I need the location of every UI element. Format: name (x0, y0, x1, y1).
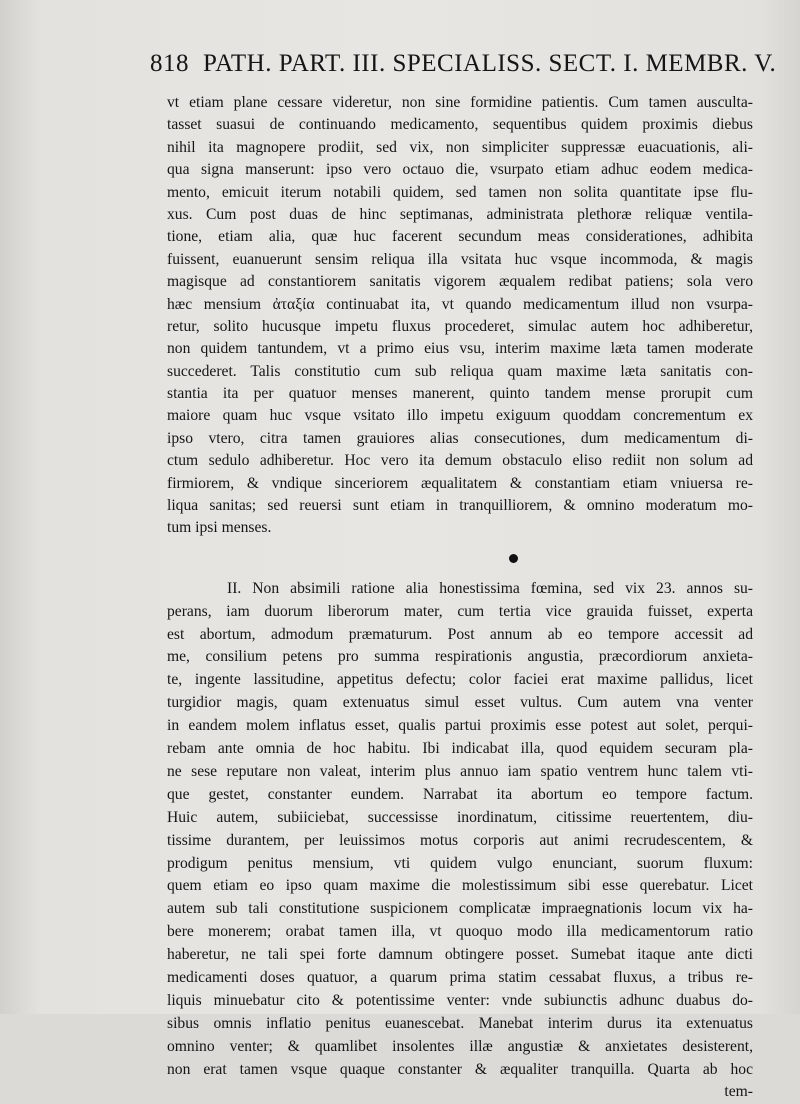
text-line: hæc mensium ἀταξία continuabat ita, vt quando medicamentum illud non vsurpa- (167, 295, 753, 313)
running-title: PATH. PART. III. SPECIALISS. SECT. I. MEMBR. V. (203, 50, 777, 77)
text-line: nihil ita magnopere prodiit, sed vix, non simpliciter suppressæ euacuationis, ali- (167, 138, 753, 156)
text-line: rebam ante omnia de hoc habitu. Ibi indicabat illa, quod equidem securam pla- (167, 740, 753, 758)
text-line: quem etiam eo ipso quam maxime die molestissimum sibi esse querebatur. Licet (167, 877, 753, 895)
text-line: ne sese reputare non valeat, interim plus annuo iam spatio ventrem hunc talem vti- (167, 762, 753, 780)
text-line: in eandem molem inflatus esset, qualis partui proximis esse potest aut solet, perqui- (167, 717, 753, 735)
text-line: bere monerem; orabat tamen illa, vt quoquo modo illa medicamentorum ratio (167, 923, 753, 941)
text-line: medicamenti doses quatuor, a quarum prima statim cessabat fluxus, a tribus re- (167, 968, 753, 986)
text-line: tione, etiam alia, quæ huc facerent secundum meas considerationes, adhibita (167, 228, 753, 246)
text-line: haberetur, ne tali spei forte damnum obtingere posset. Sumebat itaque ante dicti (167, 946, 753, 964)
text-line: magisque ad constantiorem sanitatis vigorem æqualem redibat patiens; sola vero (167, 273, 753, 291)
text-line: succederet. Talis constitutio cum sub reliqua quam maxime læta sanitatis con- (167, 362, 753, 380)
text-line: sibus omnis inflatio penitus euanescebat. Manebat interim durus ita extenuatus (167, 1014, 753, 1032)
text-line: II. Non absimili ratione alia honestissima fœmina, sed vix 23. annos su- (227, 579, 753, 597)
paragraph-2 (167, 578, 753, 1104)
text-line: perans, iam duorum liberorum mater, cum tertia vice grauida fuisset, experta (167, 602, 753, 620)
text-line: tissime durantem, per leuissimos motus corporis aut animi recrudescentem, & (167, 831, 753, 849)
text-line: prodigum penitus mensium, vti quidem vulgo enunciant, suorum fluxum: (167, 854, 753, 872)
text-line: xus. Cum post duas de hinc septimanas, administrata plethoræ reliquæ ventila- (167, 205, 753, 223)
text-line: omnino venter; & quamlibet insolentes illæ angustiæ & anxietates desisterent, (167, 1037, 753, 1055)
text-line: ipso vtero, citra tamen grauiores alias consecutiones, dum medicamentum di- (167, 429, 753, 447)
text-line: te, ingente lassitudine, appetitus defectu; color faciei erat maxime pallidus, licet (167, 671, 753, 689)
text-body (167, 92, 753, 1104)
text-line: tum ipsi menses. (167, 519, 272, 537)
text-line: autem sub tali constitutione suspicionem complicatæ impraegnationis locum vix ha- (167, 900, 753, 918)
text-line: turgidior magis, quam extenuatus simul esset vultus. Cum autem vna venter (167, 694, 753, 712)
page-number: 818 (150, 50, 189, 77)
text-line: maiore quam huc vsque vsitato illo impetu exiguum quoddam concrementum ex (167, 407, 753, 425)
text-line: ctum sedulo adhiberetur. Hoc vero ita demum obstaculo eliso rediit non solum ad (167, 452, 753, 470)
text-line: stantia ita per quatuor menses manerent, quinto tandem mense prorupit cum (167, 385, 753, 403)
text-line: que gestet, constanter eundem. Narrabat ita abortum eo tempore factum. (167, 785, 753, 803)
text-line: non erat tamen vsque quaque constanter & æqualiter tranquilla. Quarta ab hoc (167, 1060, 753, 1078)
catchword: tem- (724, 1083, 753, 1101)
text-line: Huic autem, subiiciebat, successisse inordinatum, citissime reuertentem, diu- (167, 808, 753, 826)
text-line: fuissent, euanuerunt sensim reliqua illa vsitata huc vsque incommoda, & magis (167, 250, 753, 268)
text-line: firmiorem, & vndique sinceriorem æqualitatem & constantiam etiam vniuersa re- (167, 474, 753, 492)
paragraph-1 (167, 92, 753, 540)
text-line: tasset suasui de continuando medicamento, sequentibus quidem proximis diebus (167, 116, 753, 134)
running-header (150, 50, 777, 90)
text-line: qua signa manserunt: ipso vero octauo die, vsurpato etiam adhuc eodem medica- (167, 161, 753, 179)
text-line: retur, solito hucusque impetu fluxus procederet, simulac autem hoc adhiberetur, (167, 317, 753, 335)
text-line: me, consilium petens pro summa respirationis angustia, præcordiorum anxieta- (167, 648, 753, 666)
text-line: non quidem tantundem, vt a primo eius vsu, interim maxime læta tamen moderate (167, 340, 753, 358)
section-divider (167, 540, 753, 578)
text-line: vt etiam plane cessare videretur, non sine formidine patientis. Cum tamen ausculta- (167, 94, 753, 111)
text-line: liqua sanitas; sed reuersi sunt etiam in tranquilliorem, & omnino moderatum mo- (167, 497, 753, 515)
text-line: est abortum, admodum præmaturum. Post annum ab eo tempore accessit ad (167, 625, 753, 643)
text-line: liquis minuebatur cito & potentissime venter: vnde subiunctis adhunc duabus do- (167, 991, 753, 1009)
ink-dot (509, 554, 518, 563)
text-line: mento, emicuit iterum notabili quidem, sed tamen non solita quantitate ipse flu- (167, 183, 753, 201)
